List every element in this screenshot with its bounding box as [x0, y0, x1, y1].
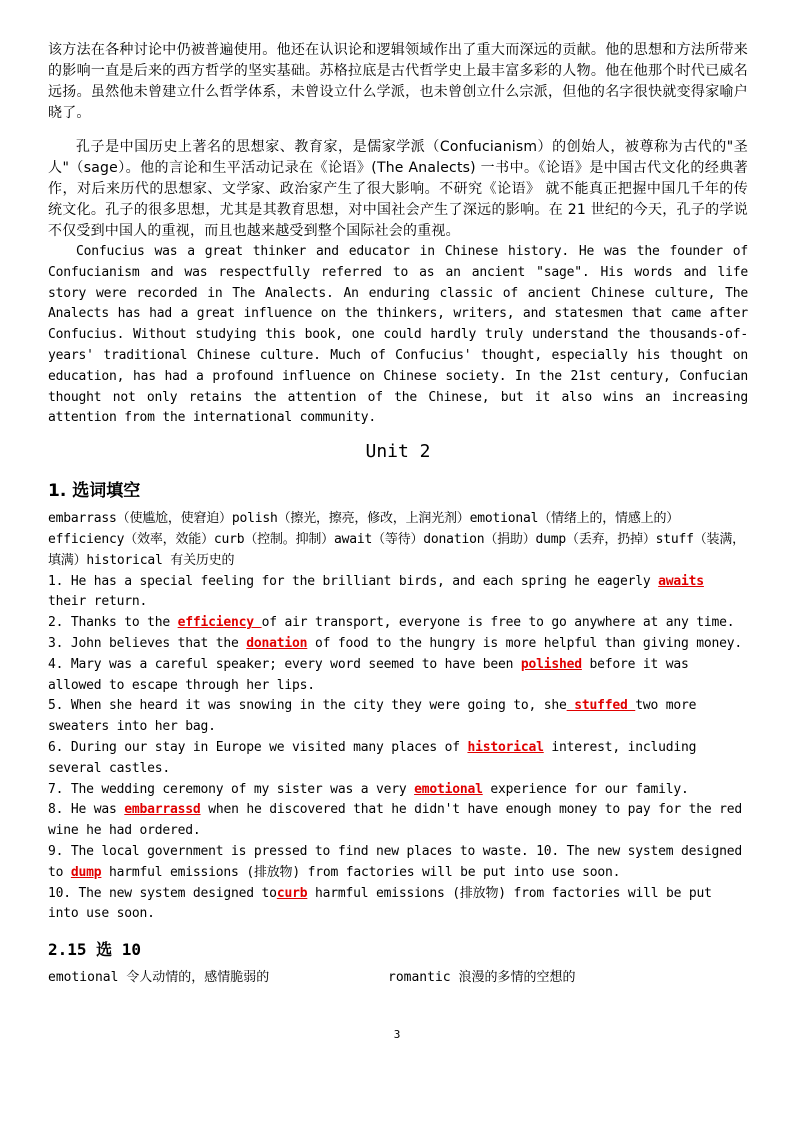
vocab-line [48, 966, 748, 986]
answer-word: donation [246, 635, 308, 651]
question-item [48, 572, 748, 614]
question-item [48, 738, 748, 780]
chinese-paragraph-confucius: 孔子是中国历史上著名的思想家、教育家，是儒家学派（Confucianism）的创始人，被尊称为古代的"圣人"（sage）。他的言论和生平活动记录在《论语》(The Analects) 一书中。《论语》是中国古代文化的经典著作，对后来历代的思想家、文学家、政治家产生了很大影响。不研究《论语》 就不能真正把握中国几千年的传统文化。孔子的很多思想，尤其是其教育思想，对中国社会产生了深远的影响。在 21 世纪的今天，孔子的学说不仅受到中国人的重视，而且也越来越受到整个国际社会的重视。 [48, 139, 748, 239]
question-text-end: two more sweaters into her bag. [48, 698, 697, 735]
question-item [48, 780, 748, 801]
question-text-end: of food to the hungry is more helpful than giving money. [307, 635, 743, 651]
question-text: 5. When she heard it was snowing in the city they were going to, she [48, 698, 567, 714]
question-text: 4. Mary was a careful speaker; every word seemed to have been [48, 656, 521, 672]
word-list: embarrass（使尴尬，使窘迫）polish（擦光，擦亮，修改，上润光剂）emotional（情绪上的，情感上的）efficiency（效率，效能）curb（控制。抑制）await（等待）donation（捐助）dump（丢弃，扔掉）stuff（装满，填满）historical 有关历史的 [48, 511, 745, 568]
question-item [48, 655, 748, 697]
unit-title: Unit 2 [365, 441, 431, 463]
question-text: 6. During our stay in Europe we visited many places of [48, 739, 468, 755]
question-text: 2. Thanks to the [48, 615, 178, 631]
answer-word: historical [467, 739, 544, 755]
question-item [48, 696, 748, 738]
question-text: 9. The local government is pressed to find new places to waste. 10. The new system designed to [48, 843, 743, 880]
question-text-end: when he discovered that he didn't have enough money to pay for the red wine he had ordered. [48, 802, 743, 839]
question-item [48, 634, 748, 655]
chinese-paragraph-socrates: 该方法在各种讨论中仍被普遍使用。他还在认识论和逻辑领域作出了重大而深远的贡献。他的思想和方法所带来的影响一直是后来的西方哲学的坚实基础。苏格拉底是古代哲学史上最丰富多彩的人物。他在他那个时代已威名远扬。虽然他未曾建立什么哲学体系，未曾设立什么学派，也未曾创立什么宗派，但他的名字很快就变得家喻户晓了。 [48, 42, 748, 121]
answer-word: awaits [658, 573, 704, 589]
question-text-end: before it was allowed to escape through her lips. [48, 656, 689, 693]
question-item [48, 613, 748, 634]
question-text: 7. The wedding ceremony of my sister was a very [48, 781, 415, 797]
section2-title: 2.15 选 10 [48, 940, 142, 960]
answer-word: stuffed [566, 698, 636, 714]
answer-word: emotional [414, 781, 483, 797]
question-text: 8. He was [48, 802, 125, 818]
answer-word: curb [276, 885, 308, 901]
question-item [48, 842, 748, 884]
question-text-end: harmful emissions (排放物) from factories will be put into use soon. [101, 864, 621, 880]
question-text-end: interest, including several castles. [48, 739, 697, 776]
section1-title: 1. 选词填空 [48, 481, 141, 502]
question-text-end: their return. [48, 594, 148, 610]
question-text-end: experience for our family. [482, 781, 689, 797]
answer-word: polished [520, 656, 582, 672]
question-item [48, 884, 748, 926]
question-text: 3. John believes that the [48, 635, 247, 651]
question-text: 10. The new system designed to [48, 885, 277, 901]
question-text-end: of air transport, everyone is free to go anywhere at any time. [261, 615, 735, 631]
document-page [48, 40, 748, 986]
answer-word: embarrassd [124, 802, 201, 818]
question-text-end: harmful emissions (排放物) from factories will be put into use soon. [48, 885, 712, 922]
english-paragraph-confucius: Confucius was a great thinker and educator in Chinese history. He was the founder of Confucianism and was respectfully referred to as an ancient "sage". His words and life story were recorded in The Analects. An enduring classic of ancient Chinese culture, The Analects has had a great influence on the thinkers, writers, and statesmen that came after Confucius. Without studying this book, one could hardly truly understand the thousands-of-years' traditional Chinese culture. Much of Confucius' thought, especially his thought on education, has had a profound influence on Chinese society. In the 21st century, Confucian thought not only retains the attention of the Chinese, but it also wins an increasing attention from the international community. [48, 244, 748, 426]
answer-word: dump [70, 864, 102, 880]
answer-word: efficiency [177, 615, 262, 631]
question-text: 1. He has a special feeling for the brilliant birds, and each spring he eagerly [48, 573, 659, 589]
vocab-right: romantic 浪漫的多情的空想的 [388, 970, 576, 986]
question-item [48, 800, 748, 842]
question-list [48, 572, 748, 926]
page-number: 3 [393, 1028, 401, 1041]
vocab-left: emotional 令人动情的，感情脆弱的 [48, 970, 270, 986]
